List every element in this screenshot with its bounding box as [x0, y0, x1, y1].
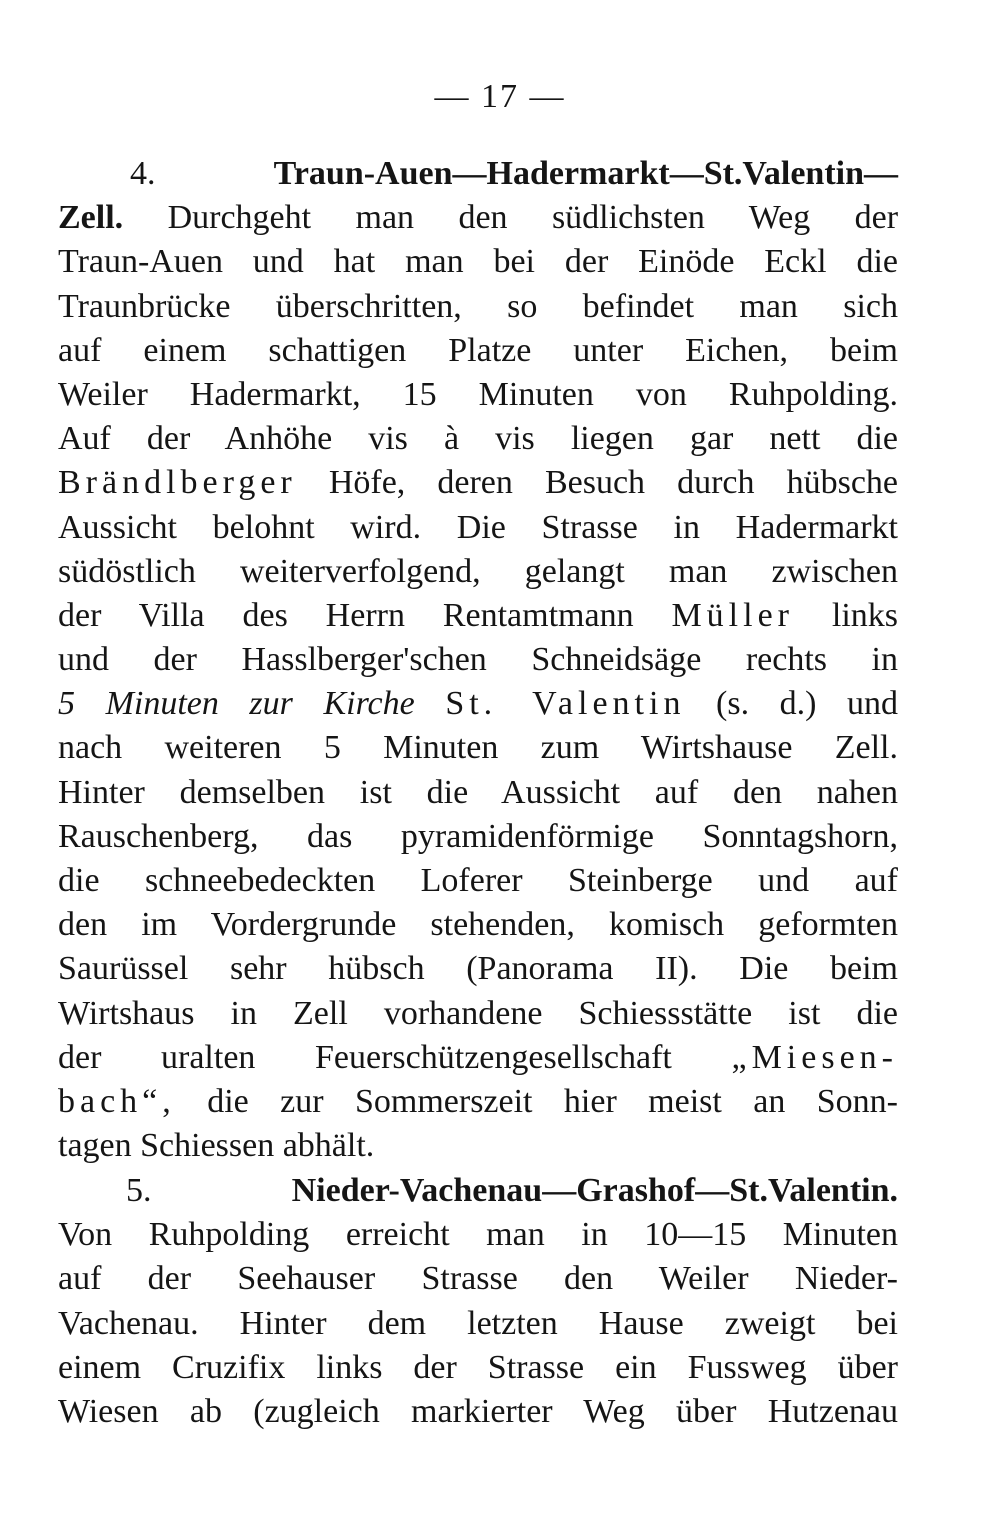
text-line: einem Cruzifix links der Strasse ein Fussweg über	[58, 1348, 898, 1386]
text-line	[58, 196, 898, 240]
text-line: den im Vordergrunde stehenden, komisch geformten	[58, 906, 898, 944]
text-fragment: 5 Minuten zur Kirche	[58, 685, 415, 723]
text-fragment: (s. d.) und	[716, 685, 899, 723]
text-line: die schneebedeckten Loferer Steinberge und auf	[58, 862, 898, 899]
text-line: Vachenau. Hinter dem letzten Hause zweigt bei	[58, 1304, 898, 1342]
section-4	[58, 152, 898, 1168]
text-line	[58, 594, 898, 638]
text-line: Hinter demselben ist die Aussicht auf den nahen	[58, 773, 898, 811]
spaced-name: St. Valentin	[445, 685, 686, 723]
text-fragment: links	[831, 596, 898, 634]
text-fragment: Durchgeht man den südlichsten Weg der	[167, 199, 899, 237]
text-line: Aussicht belohnt wird. Die Strasse in Hadermarkt	[58, 508, 898, 546]
spaced-name: Brändlberger	[58, 464, 297, 502]
text-line: Wiesen ab (zugleich markierter Weg über Hutzenau	[58, 1392, 898, 1430]
section-5-title: Nieder-Vachenau—Grashof—St.Valentin.	[291, 1172, 898, 1209]
section-4-title-end: Zell.	[58, 199, 124, 237]
text-fragment: der uralten Feuerschützengesellschaft	[58, 1038, 672, 1076]
section-5-heading-line	[58, 1169, 898, 1213]
text-line: Saurüssel sehr hübsch (Panorama II). Die beim	[58, 950, 898, 988]
section-4-title: Traun-Auen—Hadermarkt—St.Valentin—	[273, 155, 898, 192]
text-line: und der Hasslberger'schen Schneidsäge rechts in	[58, 641, 898, 679]
text-line	[58, 1080, 898, 1124]
section-4-number: 4.	[130, 155, 156, 192]
spaced-name: bach“,	[58, 1082, 176, 1120]
section-4-heading-line	[58, 152, 898, 196]
text-line: südöstlich weiterverfolgend, gelangt man zwischen	[58, 552, 898, 590]
text-line	[58, 682, 898, 726]
text-line: Wirtshaus in Zell vorhandene Schiessstätte ist die	[58, 994, 898, 1032]
text-line: nach weiteren 5 Minuten zum Wirtshause Zell.	[58, 729, 898, 767]
text-line: Auf der Anhöhe vis à vis liegen gar nett die	[58, 420, 898, 458]
text-fragment: der Villa des Herrn Rentamtmann	[58, 596, 634, 634]
text-line: Rauschenberg, das pyramidenförmige Sonntagshorn,	[58, 817, 898, 855]
text-fragment: die zur Sommerszeit hier meist an Sonn-	[207, 1082, 898, 1120]
text-line: auf der Seehauser Strasse den Weiler Nieder-	[58, 1260, 898, 1298]
spaced-name: Müller	[671, 596, 794, 634]
text-line: auf einem schattigen Platze unter Eichen, beim	[58, 331, 898, 369]
text-line: tagen Schiessen abhält.	[58, 1127, 375, 1165]
text-line: Traunbrücke überschritten, so befindet man sich	[58, 287, 898, 325]
text-fragment: Höfe, deren Besuch durch hübsche	[328, 464, 899, 502]
page-number: — 17 —	[434, 78, 566, 115]
spaced-name: „Miesen-	[731, 1038, 898, 1076]
section-5	[58, 1169, 898, 1434]
text-line	[58, 461, 898, 505]
text-line: Traun-Auen und hat man bei der Einöde Eckl die	[58, 243, 898, 281]
text-line	[58, 1036, 898, 1080]
text-line: Von Ruhpolding erreicht man in 10—15 Minuten	[58, 1216, 898, 1254]
section-5-number: 5.	[126, 1172, 152, 1209]
text-line: Weiler Hadermarkt, 15 Minuten von Ruhpolding.	[58, 375, 898, 413]
